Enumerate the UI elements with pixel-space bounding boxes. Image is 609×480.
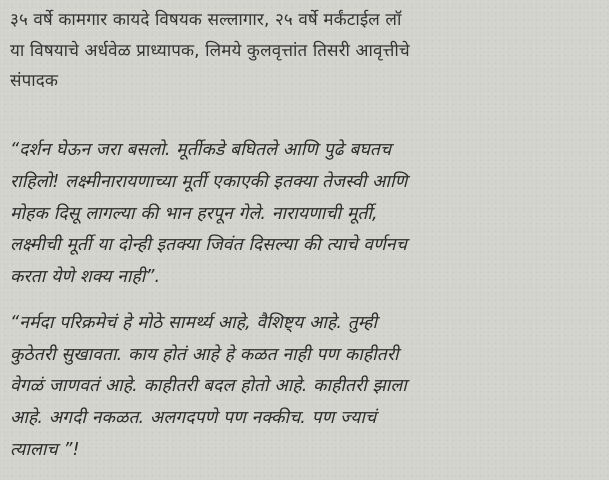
- quote-line: राहिलो! लक्ष्मीनारायणाच्या मूर्ती एकाएकी इतक्या तेजस्वी आणि: [10, 172, 408, 192]
- bio-line: संपादक: [10, 71, 59, 91]
- quote-line: कुठेतरी सुखावता. काय होतं आहे हे कळत नाही पण काहीतरी: [10, 345, 399, 365]
- quote-line: लक्ष्मीची मूर्ती या दोन्ही इतक्या जिवंत दिसल्या की त्याचे वर्णनच: [10, 235, 407, 255]
- quote-line: “नर्मदा परिक्रमेचं हे मोठे सामर्थ्य आहे, वैशिष्ट्य आहे. तुम्ही: [10, 313, 378, 333]
- quote-line: “दर्शन घेऊन जरा बसलो. मूर्तीकडे बघितले आणि पुढे बघतच: [10, 140, 392, 160]
- document-page: [10, 10, 602, 476]
- quote-line: त्यालाच ”!: [10, 440, 80, 460]
- bio-line: या विषयाचे अर्धवेळ प्राध्यापक, लिमये कुलवृत्तांत तिसरी आवृत्तीचे: [10, 41, 410, 61]
- quote-line: मोहक दिसू लागल्या की भान हरपून गेले. नारायणाची मूर्ती,: [10, 204, 378, 224]
- quote-line: करता येणे शक्य नाही”.: [10, 267, 161, 287]
- quote-line: वेगळं जाणवतं आहे. काहीतरी बदल होतो आहे. काहीतरी झाला: [10, 376, 407, 396]
- bio-line: ३५ वर्षे कामगार कायदे विषयक सल्लागार, २५ वर्षे मर्कंटाईल लॉ: [10, 10, 402, 30]
- quote-line: आहे. अगदी नकळत. अलगदपणे पण नक्कीच. पण ज्याचं: [10, 408, 377, 428]
